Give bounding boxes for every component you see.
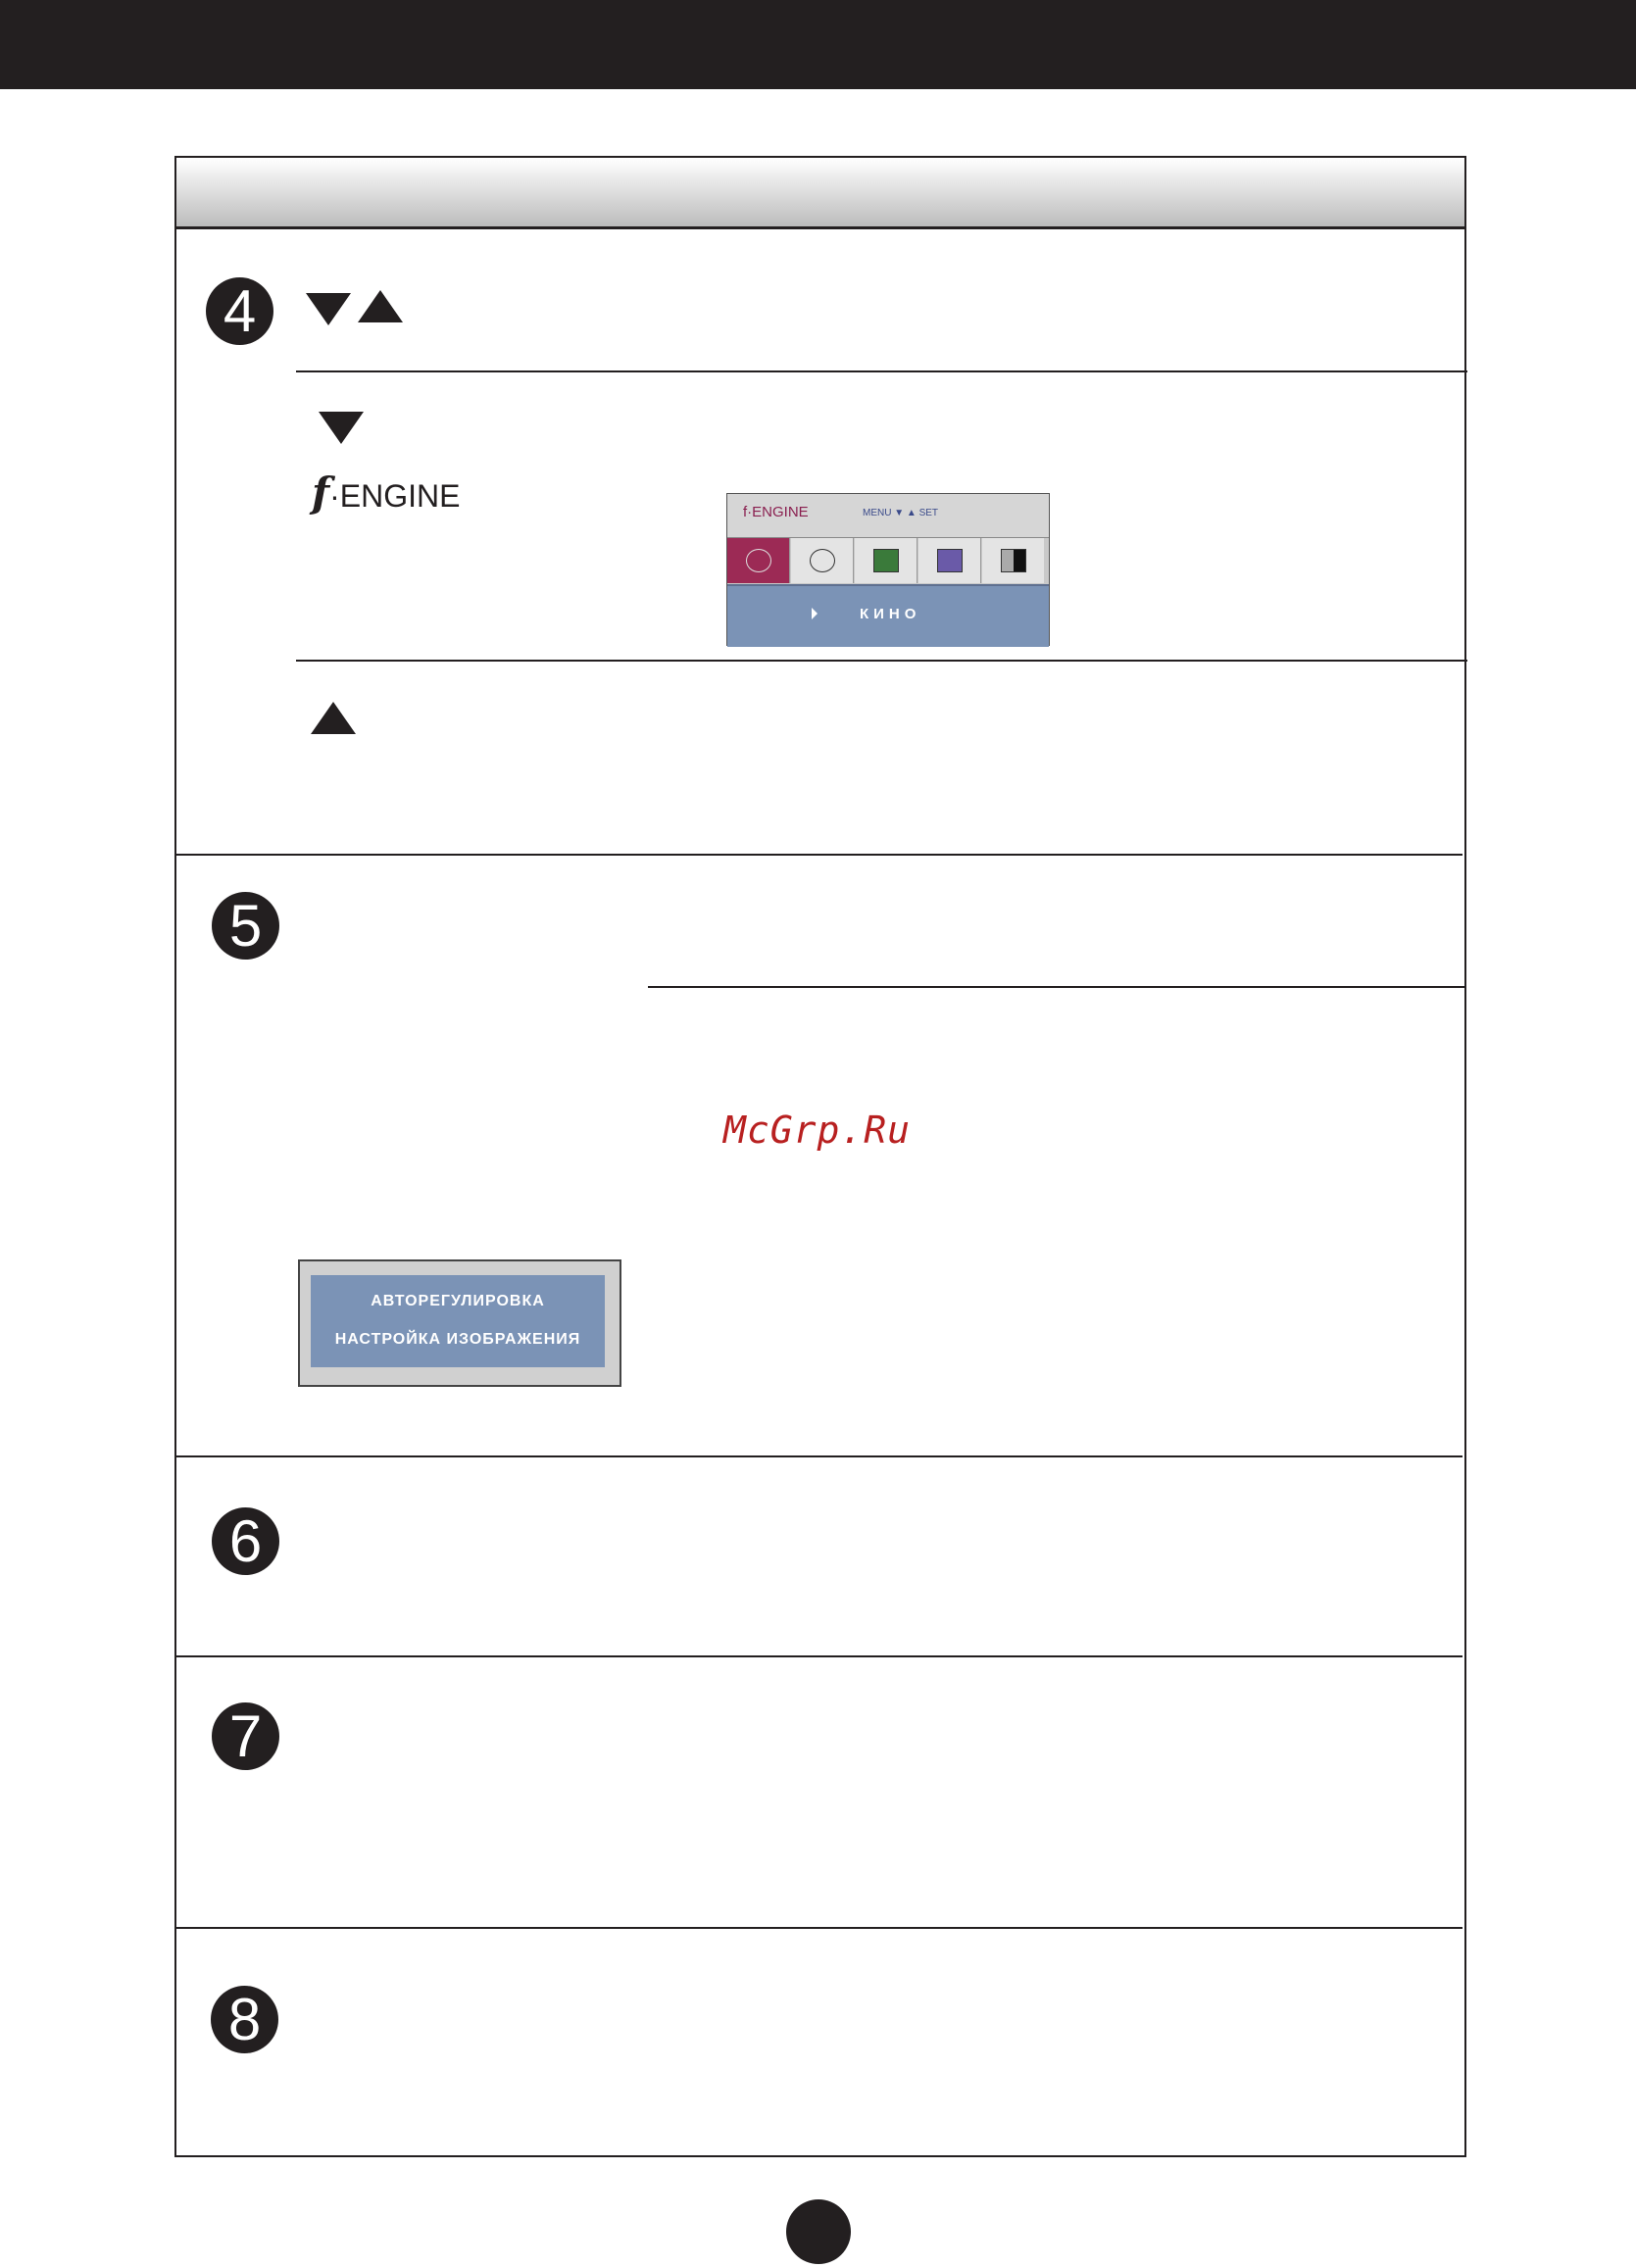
auto-adjust-subtitle: НАСТРОЙКА ИЗОБРАЖЕНИЯ — [334, 1331, 581, 1348]
osd-icon-row — [727, 538, 1049, 584]
auto-adjust-osd — [298, 1259, 621, 1387]
osd-header — [727, 494, 1049, 538]
contrast-icon[interactable] — [982, 538, 1044, 583]
up-arrow-icon — [358, 290, 403, 322]
down-arrow-icon — [306, 293, 351, 325]
section-divider — [174, 1927, 1462, 1929]
section-divider — [174, 1655, 1462, 1657]
divider — [648, 986, 1465, 988]
section-number-5: 5 — [212, 892, 279, 960]
picture-icon[interactable] — [855, 538, 917, 583]
section-divider — [174, 854, 1462, 856]
page-number-badge — [786, 2199, 851, 2264]
top-bar — [0, 0, 1636, 89]
content-frame — [174, 156, 1466, 2157]
auto-adjust-title: АВТОРЕГУЛИРОВКА — [371, 1293, 545, 1309]
divider — [296, 370, 1467, 372]
fengine-logo: f·ENGINE — [312, 468, 461, 517]
movie-icon[interactable] — [727, 538, 790, 583]
section-number-6: 6 — [212, 1507, 279, 1575]
fengine-osd-menu — [726, 493, 1050, 646]
section-divider — [174, 1455, 1462, 1457]
down-arrow-icon — [319, 412, 364, 444]
osd-mode-label: КИНО — [727, 584, 1049, 647]
osd-key-hints: MENU ▼ ▲ SET — [863, 508, 939, 518]
section-number-7: 7 — [212, 1702, 279, 1770]
osd-logo: f·ENGINE — [743, 504, 809, 520]
play-arrow-icon — [812, 608, 818, 619]
internet-icon[interactable] — [791, 538, 854, 583]
divider — [296, 660, 1467, 662]
section-number-8: 8 — [211, 1986, 278, 2053]
frame-header — [176, 158, 1464, 229]
watermark: McGrp.Ru — [723, 1109, 912, 1152]
close-icon[interactable] — [918, 538, 981, 583]
up-arrow-icon — [311, 702, 356, 734]
section-number-4: 4 — [206, 277, 273, 345]
